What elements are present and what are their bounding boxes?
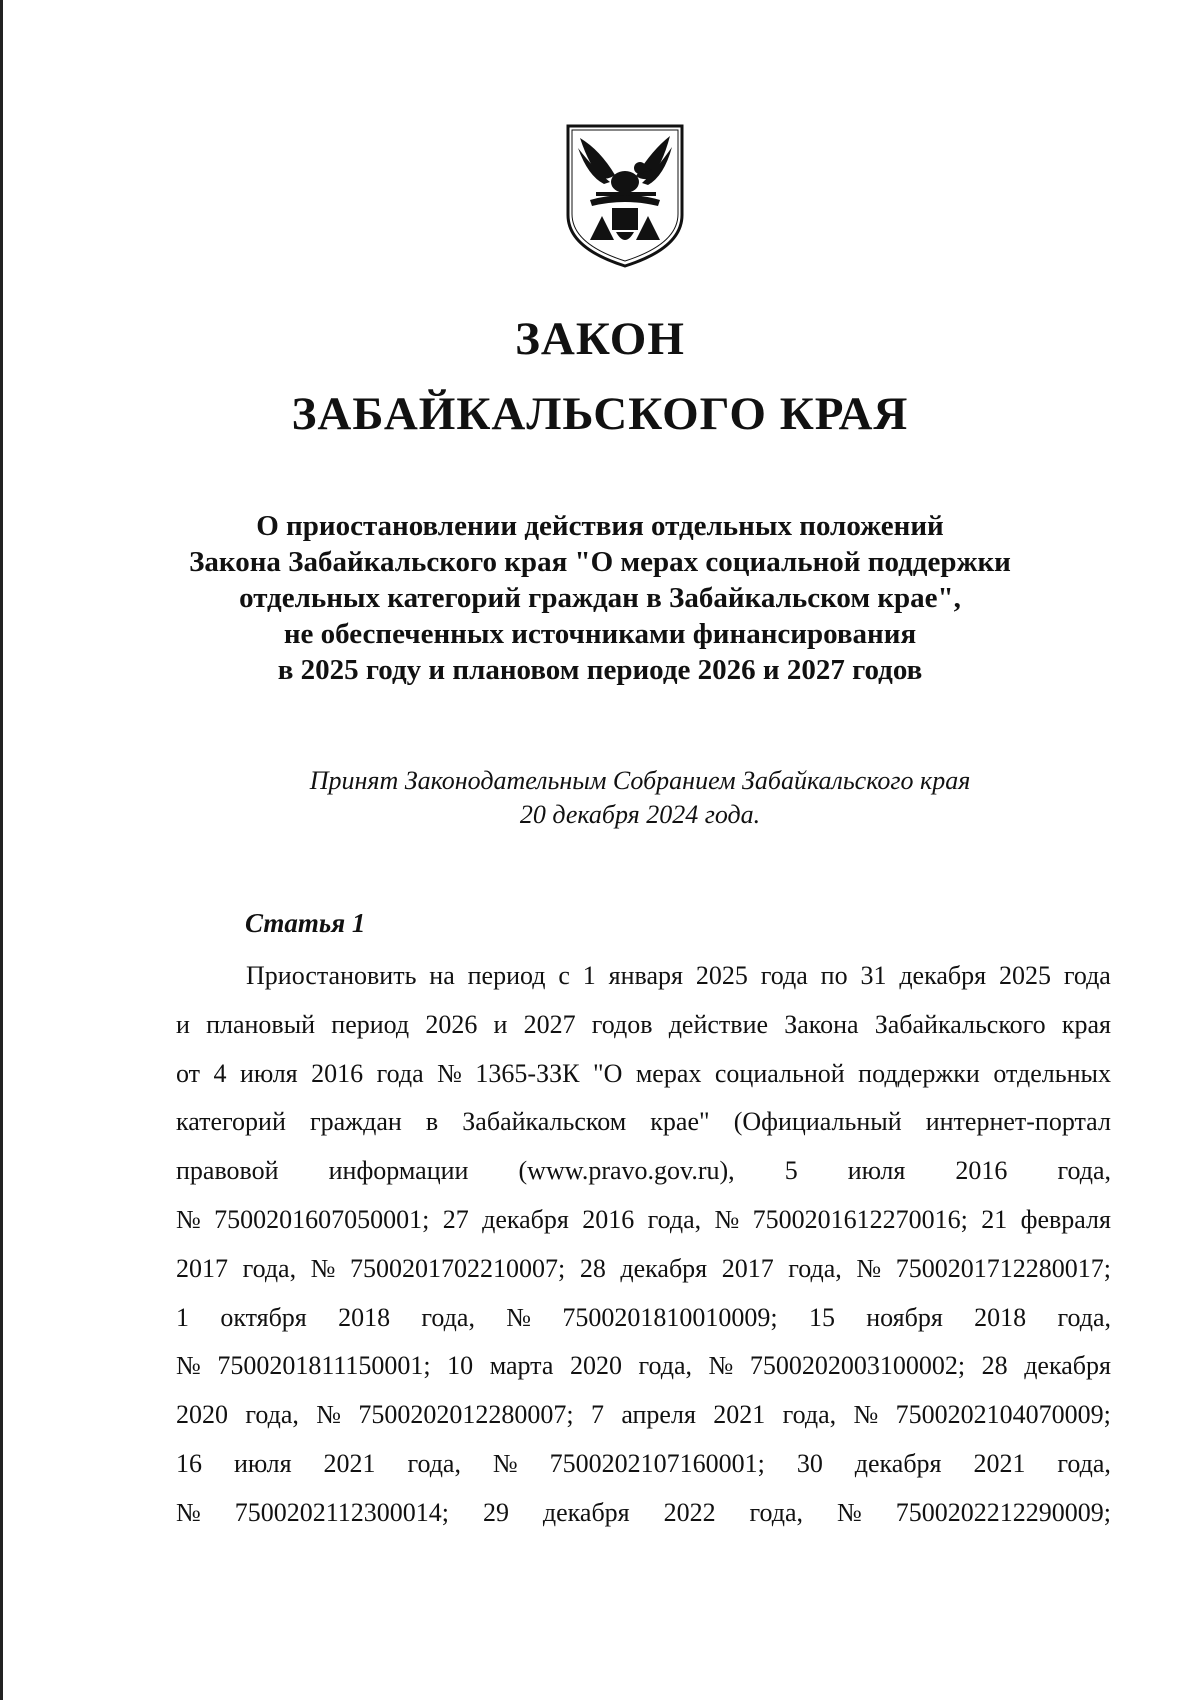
coat-of-arms-icon: [560, 120, 690, 270]
article-word: 2021: [323, 1448, 376, 1478]
article-word: года: [376, 1058, 424, 1088]
article-word: года,: [407, 1448, 461, 1478]
adoption-line: Принят Законодательным Собранием Забайкальского края: [309, 766, 971, 795]
article-word: 2025: [695, 961, 748, 990]
article-word: крае": [650, 1107, 710, 1137]
article-word: №: [853, 1400, 879, 1430]
article-word: №: [176, 1497, 201, 1527]
article-line: [176, 1294, 1111, 1343]
article-word: декабря: [482, 1204, 569, 1234]
article-word: 15: [808, 1302, 835, 1332]
article-word: с: [558, 961, 570, 990]
article-word: 7500202104070009;: [895, 1400, 1111, 1430]
article-word: 21: [981, 1204, 1008, 1234]
article-word: информации: [328, 1156, 469, 1186]
article-word: 2018: [974, 1302, 1027, 1332]
article-word: интернет-портал: [925, 1107, 1111, 1137]
article-word: Забайкальском: [462, 1107, 627, 1137]
article-word: 7500201810010009;: [562, 1302, 778, 1332]
article-line: [176, 1147, 1111, 1196]
article-word: 2022: [663, 1497, 716, 1527]
article-line: [176, 952, 1111, 1001]
article-word: 16: [176, 1448, 202, 1478]
subtitle-line: не обеспеченных источниками финансирования: [283, 618, 917, 650]
article-word: 31: [860, 961, 887, 990]
article-word: 7500202112300014;: [234, 1497, 450, 1527]
article-word: Приостановить: [246, 961, 417, 990]
article-word: 10: [447, 1351, 474, 1381]
article-word: 7500201811150001;: [217, 1351, 431, 1381]
article-word: 29: [482, 1497, 509, 1527]
article-word: октября: [220, 1302, 307, 1332]
article-word: года,: [749, 1497, 804, 1527]
article-word: 2020: [569, 1351, 622, 1381]
article-word: по: [820, 961, 848, 990]
article-word: 7: [590, 1400, 604, 1430]
article-word: 2018: [338, 1302, 391, 1332]
article-word: 2016: [311, 1058, 364, 1088]
article-word: 7500201607050001;: [214, 1204, 430, 1234]
subtitle-line: отдельных категорий граждан в Забайкальском крае",: [239, 582, 961, 614]
article-word: Закона: [784, 1009, 859, 1039]
article-line: [176, 1440, 1111, 1489]
article-line: [176, 1489, 1111, 1538]
article-word: 1: [582, 961, 596, 990]
law-region-title: ЗАБАЙКАЛЬСКОГО КРАЯ: [291, 388, 909, 440]
article-word: февраля: [1020, 1204, 1111, 1234]
article-line: [176, 1050, 1111, 1099]
article-word: 2026: [425, 1009, 478, 1039]
article-word: от: [176, 1058, 201, 1088]
article-word: правовой: [176, 1156, 279, 1186]
article-word: 27: [442, 1204, 469, 1234]
article-word: года,: [638, 1351, 693, 1381]
article-word: и: [176, 1009, 190, 1039]
article-word: мерах: [635, 1058, 702, 1088]
article-word: №: [176, 1351, 201, 1381]
article-word: 5: [784, 1156, 798, 1186]
article-word: 28: [579, 1253, 606, 1283]
article-word: №: [856, 1253, 882, 1283]
adoption-note: [200, 764, 1080, 832]
article-word: в: [425, 1107, 439, 1137]
law-title: ЗАКОН: [515, 313, 685, 365]
article-word: года,: [782, 1400, 837, 1430]
article-word: 2017: [721, 1253, 774, 1283]
article-word: января: [608, 961, 683, 990]
article-line: [176, 1098, 1111, 1147]
article-word: 30: [796, 1448, 823, 1478]
article-line: [176, 1001, 1111, 1050]
article-word: года,: [788, 1253, 842, 1283]
article-word: поддержки: [858, 1058, 980, 1088]
article-word: период: [467, 961, 546, 990]
article-word: 7500202003100002;: [749, 1351, 966, 1381]
subtitle-line: О приостановлении действия отдельных положений: [256, 510, 944, 542]
article-word: и: [493, 1009, 508, 1039]
article-word: №: [708, 1351, 734, 1381]
article-heading: Статья 1: [245, 908, 366, 938]
article-word: граждан: [309, 1107, 402, 1137]
article-word: №: [176, 1204, 201, 1234]
article-word: ноября: [866, 1302, 943, 1332]
article-word: (www.pravo.gov.ru),: [518, 1156, 735, 1186]
article-line: [176, 1391, 1111, 1440]
article-word: декабря: [620, 1253, 708, 1283]
article-word: 7500201612270016;: [752, 1204, 968, 1234]
article-word: 7500202107160001;: [549, 1448, 765, 1478]
article-word: 2020: [176, 1400, 228, 1430]
law-subject: [120, 508, 1080, 688]
article-word: Забайкальского: [874, 1009, 1046, 1039]
article-word: 28: [981, 1351, 1008, 1381]
article-word: июля: [847, 1156, 906, 1186]
article-line: [176, 1196, 1111, 1245]
article-word: апреля: [621, 1400, 696, 1430]
article-word: плановый: [206, 1009, 316, 1039]
article-word: 2016: [955, 1156, 1008, 1186]
article-word: 7500202012280007;: [358, 1400, 574, 1430]
article-word: №: [437, 1058, 462, 1088]
article-word: 1365-ЗЗК: [475, 1058, 580, 1088]
article-word: период: [331, 1009, 410, 1039]
article-word: "О: [592, 1058, 623, 1088]
scan-edge: [0, 0, 3, 1700]
article-word: №: [310, 1253, 336, 1283]
article-word: года,: [245, 1400, 299, 1430]
article-line: [176, 1245, 1111, 1294]
article-word: декабря: [899, 961, 987, 990]
article-word: №: [506, 1302, 532, 1332]
article-word: 2017: [176, 1253, 228, 1283]
article-word: №: [714, 1204, 740, 1234]
article-word: 2025: [998, 961, 1051, 990]
article-word: 7500201712280017;: [895, 1253, 1111, 1283]
article-word: 2021: [713, 1400, 766, 1430]
article-word: (Официальный: [733, 1107, 902, 1137]
article-word: действие: [668, 1009, 769, 1039]
article-word: 2021: [973, 1448, 1026, 1478]
article-word: №: [836, 1497, 862, 1527]
article-word: года,: [1057, 1448, 1111, 1478]
article-word: года: [760, 961, 808, 990]
article-word: декабря: [854, 1448, 942, 1478]
article-word: года,: [1057, 1156, 1111, 1186]
article-word: года,: [1057, 1302, 1111, 1332]
article-word: на: [429, 961, 455, 990]
article-word: года,: [421, 1302, 475, 1332]
article-word: года: [1063, 961, 1111, 990]
article-word: июля: [240, 1058, 298, 1088]
article-word: социальной: [714, 1058, 845, 1088]
article-word: 7500202212290009;: [895, 1497, 1111, 1527]
subtitle-line: в 2025 году и плановом периоде 2026 и 2027 годов: [277, 654, 923, 686]
article-word: 7500201702210007;: [350, 1253, 566, 1283]
article-word: года,: [647, 1204, 702, 1234]
article-word: года,: [242, 1253, 297, 1283]
article-word: годов: [591, 1009, 653, 1039]
article-word: №: [492, 1448, 518, 1478]
article-word: марта: [489, 1351, 554, 1381]
article-body: [176, 952, 1111, 1538]
article-word: 4: [213, 1058, 227, 1088]
article-word: 2016: [582, 1204, 635, 1234]
article-word: 1: [176, 1302, 189, 1332]
article-word: края: [1061, 1009, 1111, 1039]
article-word: декабря: [542, 1497, 630, 1527]
adoption-date: 20 декабря 2024 года.: [519, 800, 761, 829]
article-word: июля: [233, 1448, 292, 1478]
article-word: декабря: [1024, 1351, 1111, 1381]
subtitle-line: Закона Забайкальского края "О мерах социальной поддержки: [189, 546, 1011, 578]
article-word: 2027: [523, 1009, 576, 1039]
article-word: №: [316, 1400, 342, 1430]
article-word: отдельных: [993, 1058, 1111, 1088]
article-line: [176, 1342, 1111, 1391]
article-word: категорий: [176, 1107, 286, 1137]
